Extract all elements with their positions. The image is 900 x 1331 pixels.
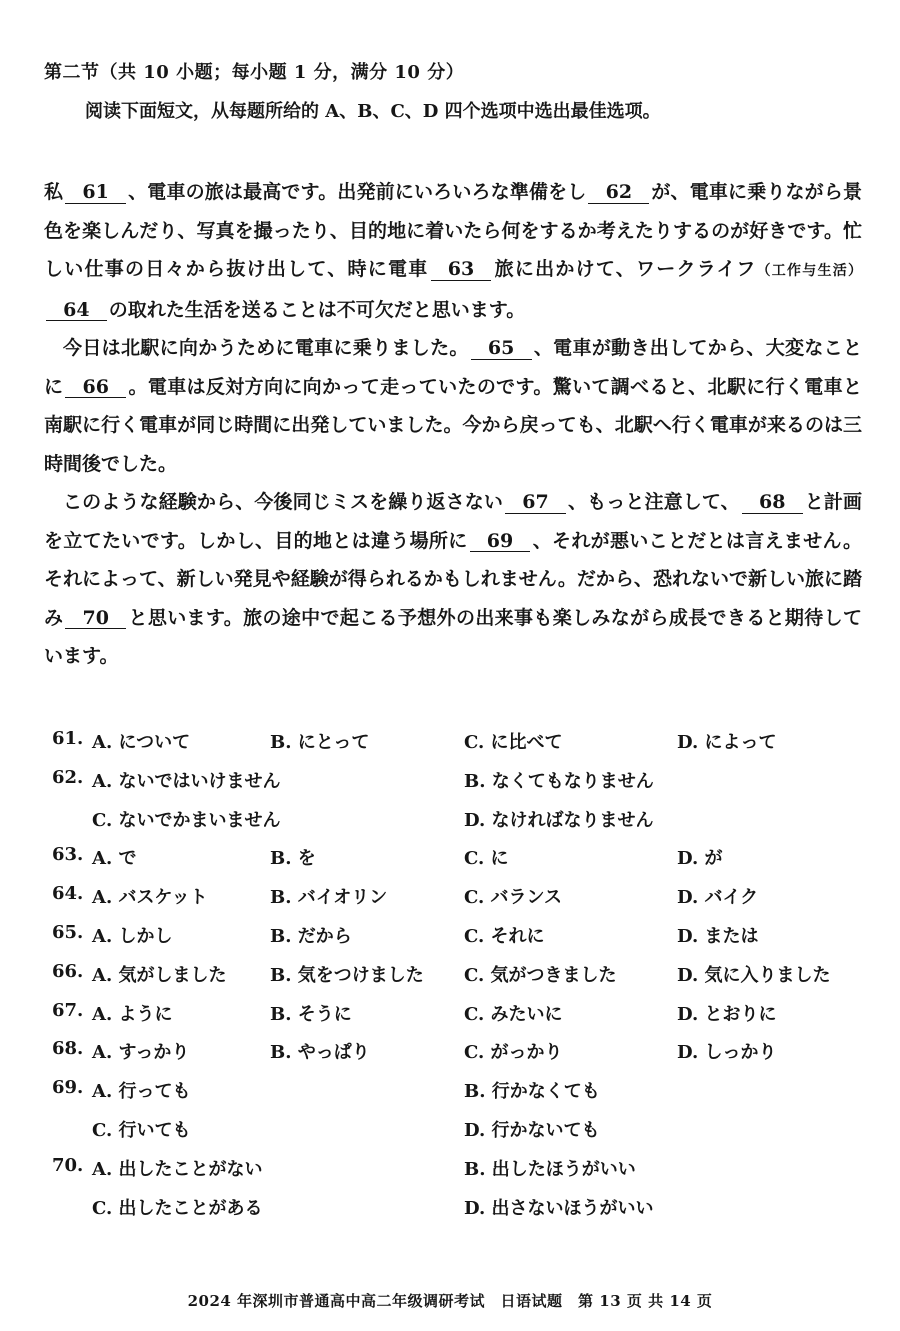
question-number: 68.	[52, 1038, 84, 1060]
option-a[interactable]: A. ように	[92, 1003, 173, 1025]
question-69-cont	[52, 1110, 872, 1149]
option-a[interactable]: A. 気がしました	[92, 964, 227, 986]
option-c[interactable]: C. に	[464, 848, 509, 870]
blank-65: 65	[471, 338, 532, 360]
passage-paragraph-2: 今日は北駅に向かうために電車に乗りました。 65 、電車が動き出してから、大変なことに 66 。電車は反対方向に向かって走っていたのです。驚いて調べると、北駅に行く電車と南駅に行く電車が同じ時間に出発していました。今から戻っても、北駅へ行く電車が来るのは三時間後でした。	[44, 337, 862, 475]
blank-66: 66	[65, 377, 126, 399]
reading-passage	[44, 173, 862, 676]
option-c[interactable]: C. それに	[464, 925, 545, 947]
option-d[interactable]: D. 気に入りました	[677, 964, 831, 986]
option-b[interactable]: B. 行かなくても	[464, 1081, 600, 1103]
blank-63: 63	[431, 259, 492, 281]
blank-64: 64	[46, 300, 107, 322]
option-a[interactable]: A. ないではいけません	[92, 770, 281, 792]
passage-paragraph-1: 私 61 、電車の旅は最高です。出発前にいろいろな準備をし 62 が、電車に乗りながら景色を楽しんだり、写真を撮ったり、目的地に着いたら何をするか考えたりするのが好きです。忙しい仕事の日々から抜け出して、時に電車 63 旅に出かけて、ワークライフ（工作与生活）64 の取れた生活を送ることは不可欠だと思います。	[44, 181, 863, 321]
option-a[interactable]: A. しかし	[92, 925, 173, 947]
blank-68: 68	[742, 492, 803, 514]
option-b[interactable]: B. にとって	[270, 732, 370, 753]
question-64	[52, 877, 872, 916]
option-d[interactable]: D. なければなりません	[464, 809, 654, 831]
option-d[interactable]: D. 行かないても	[464, 1119, 600, 1141]
option-c[interactable]: C. バランス	[464, 887, 563, 909]
question-number: 63.	[52, 844, 84, 866]
blank-70: 70	[65, 608, 126, 630]
question-66	[52, 955, 872, 994]
option-b[interactable]: B. 気をつけました	[270, 964, 424, 986]
option-d[interactable]: D. または	[677, 925, 759, 947]
option-d[interactable]: D. 出さないほうがいい	[464, 1197, 654, 1219]
page-footer: 2024 年深圳市普通高中高二年级调研考试 日语试题 第 13 页 共 14 页	[187, 1292, 713, 1310]
option-c[interactable]: C. ないでかまいません	[92, 809, 281, 831]
option-b[interactable]: B. なくてもなりません	[464, 770, 654, 792]
option-d[interactable]: D. しっかり	[677, 1042, 777, 1064]
question-62	[52, 761, 872, 800]
option-c[interactable]: C. がっかり	[464, 1042, 563, 1064]
option-d[interactable]: D. バイク	[677, 887, 759, 909]
question-62-cont	[52, 800, 872, 839]
question-70	[52, 1149, 872, 1188]
question-number: 66.	[52, 960, 84, 982]
option-c[interactable]: C. 気がつきました	[464, 964, 617, 986]
question-69	[52, 1071, 872, 1110]
question-61	[52, 722, 872, 761]
blank-62: 62	[588, 182, 649, 204]
option-c[interactable]: C. みたいに	[464, 1003, 563, 1025]
option-b[interactable]: B. 出したほうがいい	[464, 1158, 636, 1180]
option-a[interactable]: A. バスケット	[92, 887, 208, 909]
option-b[interactable]: B. やっぱり	[270, 1042, 370, 1064]
option-a[interactable]: A. で	[92, 848, 137, 870]
question-65	[52, 916, 872, 955]
question-number: 69.	[52, 1077, 84, 1099]
option-a[interactable]: A. について	[92, 732, 191, 753]
question-number: 61.	[52, 728, 84, 749]
instruction-text: 阅读下面短文，从每题所给的 A、B、C、D 四个选项中选出最佳选项。	[85, 101, 661, 122]
question-68	[52, 1032, 872, 1071]
option-a[interactable]: A. すっかり	[92, 1042, 190, 1064]
option-d[interactable]: D. によって	[677, 732, 777, 753]
option-c[interactable]: C. に比べて	[464, 732, 563, 753]
option-d[interactable]: D. が	[677, 848, 723, 870]
option-c[interactable]: C. 行いても	[92, 1119, 191, 1141]
option-a[interactable]: A. 行っても	[92, 1081, 191, 1103]
question-63	[52, 838, 872, 877]
option-d[interactable]: D. とおりに	[677, 1003, 777, 1025]
section-title: 第二节（共 10 小题；每小题 1 分，满分 10 分）	[44, 62, 465, 83]
question-number: 62.	[52, 766, 84, 788]
translation-note: （工作与生活）	[756, 263, 863, 279]
blank-61: 61	[65, 182, 126, 204]
option-b[interactable]: B. そうに	[270, 1003, 352, 1025]
option-b[interactable]: B. バイオリン	[270, 887, 388, 909]
question-67	[52, 994, 872, 1033]
option-b[interactable]: B. を	[270, 848, 316, 870]
option-b[interactable]: B. だから	[270, 925, 352, 947]
option-a[interactable]: A. 出したことがない	[92, 1158, 263, 1180]
question-number: 65.	[52, 921, 84, 943]
passage-paragraph-3: このような経験から、今後同じミスを繰り返さない 67 、もっと注意して、 68 と計画を立てたいです。しかし、目的地とは違う場所に 69 、それが悪いことだとは言えません。それによって、新しい発見や経験が得られるかもしれません。だから、恐れないで新しい旅に踏み 70 と思います。旅の途中で起こる予想外の出来事も楽しみながら成長できると期待しています。	[44, 491, 862, 667]
option-c[interactable]: C. 出したことがある	[92, 1197, 263, 1219]
blank-67: 67	[505, 492, 566, 514]
question-number: 64.	[52, 883, 84, 905]
blank-69: 69	[470, 531, 531, 553]
question-70-cont	[52, 1188, 872, 1227]
question-number: 67.	[52, 999, 84, 1021]
question-list	[52, 722, 872, 1226]
question-number: 70.	[52, 1154, 84, 1176]
